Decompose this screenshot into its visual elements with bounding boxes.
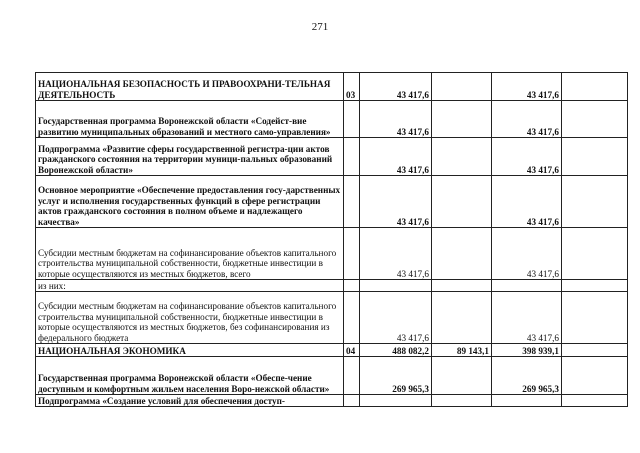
row-code bbox=[344, 228, 360, 280]
budget-table bbox=[35, 72, 628, 407]
table-row bbox=[36, 101, 628, 138]
table-row bbox=[36, 280, 628, 292]
table-row bbox=[36, 176, 628, 228]
row-federal bbox=[432, 73, 492, 101]
row-extra bbox=[562, 357, 628, 395]
row-total: 43 417,6 bbox=[360, 73, 432, 101]
row-federal bbox=[432, 138, 492, 176]
table-row bbox=[36, 228, 628, 280]
row-federal bbox=[432, 228, 492, 280]
row-total: 488 082,2 bbox=[360, 344, 432, 357]
row-name: Основное мероприятие «Обеспечение предоставления госу-дарственных услуг и исполнения государственных функций в сфере регистрации актов гражданского состояния в полном объеме и надлежащего качества» bbox=[36, 176, 344, 228]
row-regional: 269 965,3 bbox=[492, 357, 562, 395]
row-federal bbox=[432, 357, 492, 395]
row-extra bbox=[562, 176, 628, 228]
row-regional: 43 417,6 bbox=[492, 101, 562, 138]
row-code bbox=[344, 101, 360, 138]
row-regional bbox=[492, 280, 562, 292]
row-code bbox=[344, 138, 360, 176]
row-code bbox=[344, 292, 360, 344]
row-total: 269 965,3 bbox=[360, 357, 432, 395]
row-federal bbox=[432, 280, 492, 292]
row-extra bbox=[562, 344, 628, 357]
row-total: 43 417,6 bbox=[360, 228, 432, 280]
row-name: Подпрограмма «Развитие сферы государственной регистра-ции актов гражданского состояния на территории муници-пальных образований Воронежской области» bbox=[36, 138, 344, 176]
row-regional: 398 939,1 bbox=[492, 344, 562, 357]
row-extra bbox=[562, 395, 628, 407]
row-federal bbox=[432, 101, 492, 138]
row-extra bbox=[562, 280, 628, 292]
row-federal: 89 143,1 bbox=[432, 344, 492, 357]
row-code bbox=[344, 357, 360, 395]
row-extra bbox=[562, 138, 628, 176]
row-federal bbox=[432, 292, 492, 344]
row-name: Субсидии местным бюджетам на софинансирование объектов капитального строительства муниципальной собственности, бюджетные инвестиции в которые осуществляются из местных бюджетов, без софинансирования из федерального бюджета bbox=[36, 292, 344, 344]
row-extra bbox=[562, 73, 628, 101]
row-code bbox=[344, 395, 360, 407]
row-federal bbox=[432, 395, 492, 407]
row-regional: 43 417,6 bbox=[492, 292, 562, 344]
table-row bbox=[36, 395, 628, 407]
page-number: 271 bbox=[311, 21, 329, 33]
table-row bbox=[36, 73, 628, 101]
table-row bbox=[36, 357, 628, 395]
row-total: 43 417,6 bbox=[360, 176, 432, 228]
row-total: 43 417,6 bbox=[360, 292, 432, 344]
row-name: Подпрограмма «Создание условий для обеспечения доступ- bbox=[36, 395, 344, 407]
row-code: 04 bbox=[344, 344, 360, 357]
row-code bbox=[344, 280, 360, 292]
row-total: 43 417,6 bbox=[360, 101, 432, 138]
row-total bbox=[360, 280, 432, 292]
row-name: Государственная программа Воронежской области «Обеспе-чение доступным и комфортным жильем населения Воро-нежской области» bbox=[36, 357, 344, 395]
table-row bbox=[36, 138, 628, 176]
table-row bbox=[36, 292, 628, 344]
row-extra bbox=[562, 228, 628, 280]
row-code: 03 bbox=[344, 73, 360, 101]
row-extra bbox=[562, 101, 628, 138]
row-name: НАЦИОНАЛЬНАЯ БЕЗОПАСНОСТЬ И ПРАВООХРАНИ-ТЕЛЬНАЯ ДЕЯТЕЛЬНОСТЬ bbox=[36, 73, 344, 101]
row-regional: 43 417,6 bbox=[492, 228, 562, 280]
table-row bbox=[36, 344, 628, 357]
row-regional bbox=[492, 395, 562, 407]
row-name: Субсидии местным бюджетам на софинансирование объектов капитального строительства муниципальной собственности, бюджетные инвестиции в которые осуществляются из местных бюджетов, всего bbox=[36, 228, 344, 280]
row-code bbox=[344, 176, 360, 228]
row-extra bbox=[562, 292, 628, 344]
row-regional: 43 417,6 bbox=[492, 73, 562, 101]
row-total bbox=[360, 395, 432, 407]
row-regional: 43 417,6 bbox=[492, 138, 562, 176]
row-total: 43 417,6 bbox=[360, 138, 432, 176]
row-name: НАЦИОНАЛЬНАЯ ЭКОНОМИКА bbox=[36, 344, 344, 357]
row-federal bbox=[432, 176, 492, 228]
row-name: из них: bbox=[36, 280, 344, 292]
row-regional: 43 417,6 bbox=[492, 176, 562, 228]
row-name: Государственная программа Воронежской области «Содейст-вие развитию муниципальных образований и местного само-управления» bbox=[36, 101, 344, 138]
